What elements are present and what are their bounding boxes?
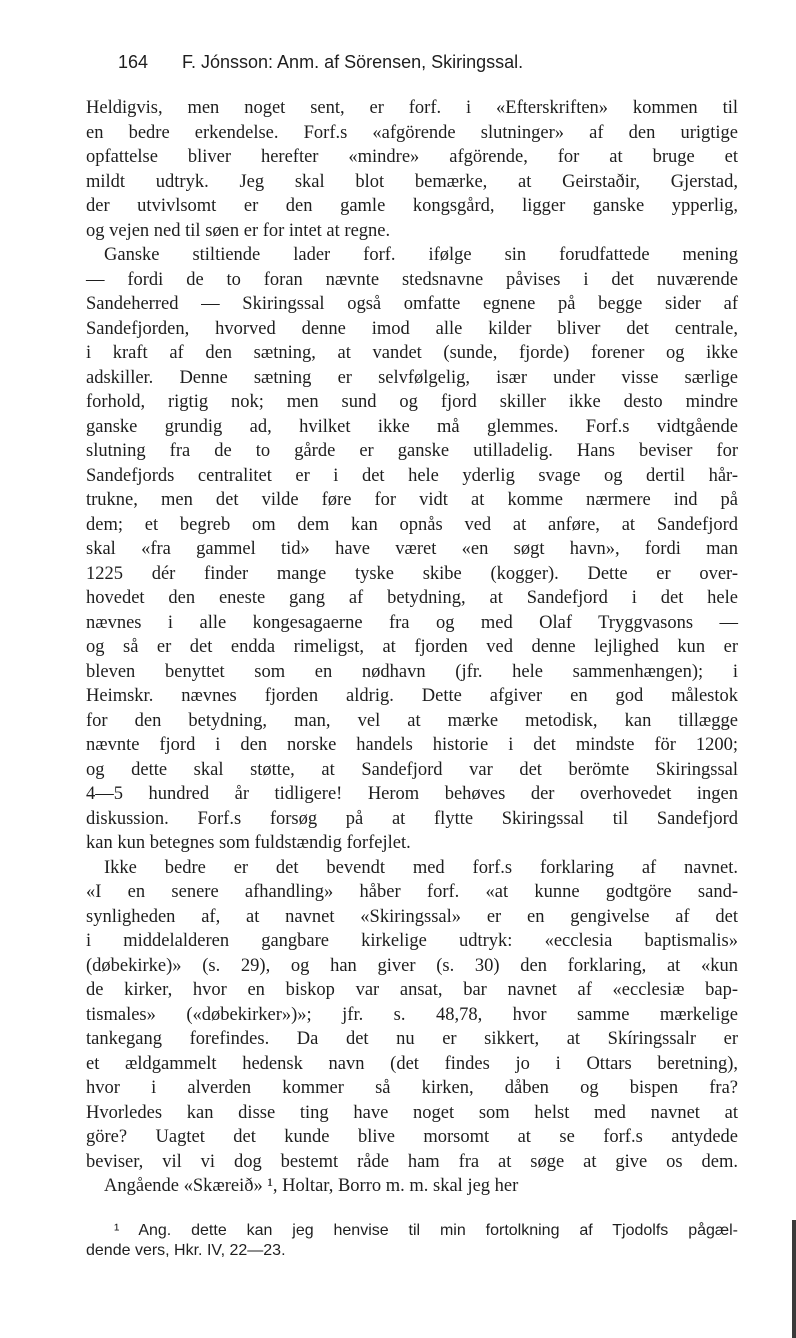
text-line: Ikke bedre er det bevendt med forf.s forklaring af navnet.	[104, 857, 738, 878]
text-line: Hvorledes kan disse ting have noget som helst med navnet at	[86, 1102, 738, 1123]
text-line: slutning fra de to gårde er ganske utilladelig. Hans beviser for	[86, 441, 738, 461]
text-line: Ganske stiltiende lader forf. ifølge sin forudfattede mening	[104, 245, 738, 265]
text-line: hvor i alverden kommer så kirken, dåben og bispen fra?	[86, 1078, 738, 1098]
text-line: nævnte fjord i den norske handels historie i det mindste för 1200;	[86, 735, 738, 755]
text-line: 4—5 hundred år tidligere! Herom behøves der overhovedet ingen	[86, 784, 738, 804]
text-line: for den betydning, man, vel at mærke metodisk, kan tillægge	[86, 710, 738, 731]
running-header	[118, 50, 738, 74]
footnote-line: dende vers, Hkr. IV, 22—23.	[86, 1242, 286, 1259]
text-line: dem; et begreb om dem kan opnås ved at anføre, at Sandefjord	[86, 514, 738, 535]
text-line: — fordi de to foran nævnte stedsnavne påvises i det nuværende	[86, 269, 738, 290]
text-line: Sandeherred — Skiringssal også omfatte egnene på begge sider af	[86, 294, 738, 314]
body-text	[86, 96, 738, 1199]
text-line: 1225 dér finder mange tyske skibe (kogger). Dette er over-	[86, 563, 738, 584]
text-line: Sandefjords centralitet er i det hele yderlig svage og dertil hår-	[86, 465, 738, 486]
text-line: opfattelse bliver herefter «mindre» afgörende, for at bruge et	[86, 147, 738, 167]
text-line: adskiller. Denne sætning er selvfølgelig, især under visse særlige	[86, 367, 738, 388]
text-line: i kraft af den sætning, at vandet (sunde, fjorde) forener og ikke	[86, 343, 738, 363]
text-line: kan kun betegnes som fuldstændig forfejlet.	[86, 833, 411, 853]
footnote	[86, 1221, 738, 1261]
text-line: Heimskr. nævnes fjorden aldrig. Dette afgiver en god målestok	[86, 686, 738, 706]
text-line: et ældgammelt hedensk navn (det findes jo i Ottars beretning),	[86, 1053, 738, 1074]
text-line: Sandefjorden, hvorved denne imod alle kilder bliver det centrale,	[86, 318, 738, 339]
text-line: nævnes i alle kongesagaerne fra og med Olaf Tryggvasons —	[86, 612, 738, 633]
text-line: tismales» («døbekirker»)»; jfr. s. 48,78, hvor samme mærkelige	[86, 1004, 738, 1025]
text-line: forhold, rigtig nok; men sund og fjord skiller ikke desto mindre	[86, 392, 738, 412]
text-line: og så er det endda rimeligst, at fjorden ved denne lejlighed kun er	[86, 637, 738, 657]
text-line: Angående «Skæreið» ¹, Holtar, Borro m. m. skal jeg her	[104, 1176, 519, 1196]
text-line: en bedre erkendelse. Forf.s «afgörende slutninger» af den urigtige	[86, 122, 738, 143]
text-line: trukne, men det vilde føre for vidt at komme nærmere ind på	[86, 490, 738, 510]
text-line: diskussion. Forf.s forsøg på at flytte Skiringssal til Sandefjord	[86, 808, 738, 829]
text-line: mildt udtryk. Jeg skal blot bemærke, at Geirstaðir, Gjerstad,	[86, 171, 738, 192]
text-line: tankegang forefindes. Da det nu er sikkert, at Skíringssalr er	[86, 1029, 738, 1049]
page-number: 164	[118, 52, 149, 72]
text-line: göre? Uagtet det kunde blive morsomt at se forf.s antydede	[86, 1127, 738, 1147]
text-line: synligheden af, at navnet «Skiringssal» er en gengivelse af det	[86, 906, 738, 927]
scan-edge-shadow	[792, 1220, 796, 1338]
footnote-line: ¹ Ang. dette kan jeg henvise til min fortolkning af Tjodolfs pågæl-	[114, 1222, 738, 1239]
text-line: i middelalderen gangbare kirkelige udtryk: «ecclesia baptismalis»	[86, 931, 738, 951]
text-line: og dette skal støtte, at Sandefjord var det berömte Skiringssal	[86, 759, 738, 780]
text-line: og vejen ned til søen er for intet at regne.	[86, 220, 391, 241]
running-title: F. Jónsson: Anm. af Sörensen, Skiringssal.	[182, 52, 524, 72]
text-line: Heldigvis, men noget sent, er forf. i «Efterskriften» kommen til	[86, 98, 738, 118]
text-line: ganske grundig ad, hvilket ikke må glemmes. Forf.s vidtgående	[86, 416, 738, 437]
text-line: skal «fra gammel tid» have været «en søgt havn», fordi man	[86, 539, 738, 559]
text-line: hovedet den eneste gang af betydning, at Sandefjord i det hele	[86, 588, 738, 608]
text-line: der utvivlsomt er den gamle kongsgård, ligger ganske ypperlig,	[86, 196, 738, 216]
text-line: «I en senere afhandling» håber forf. «at kunne godtgöre sand-	[86, 882, 738, 902]
text-line: (døbekirke)» (s. 29), og han giver (s. 30) den forklaring, at «kun	[86, 955, 738, 976]
text-line: bleven benyttet som en nødhavn (jfr. hele sammenhængen); i	[86, 661, 738, 682]
text-line: de kirker, hvor en biskop var ansat, bar navnet af «ecclesiæ bap-	[86, 980, 738, 1000]
text-line: beviser, vil vi dog bestemt råde ham fra at søge at give os dem.	[86, 1151, 738, 1172]
